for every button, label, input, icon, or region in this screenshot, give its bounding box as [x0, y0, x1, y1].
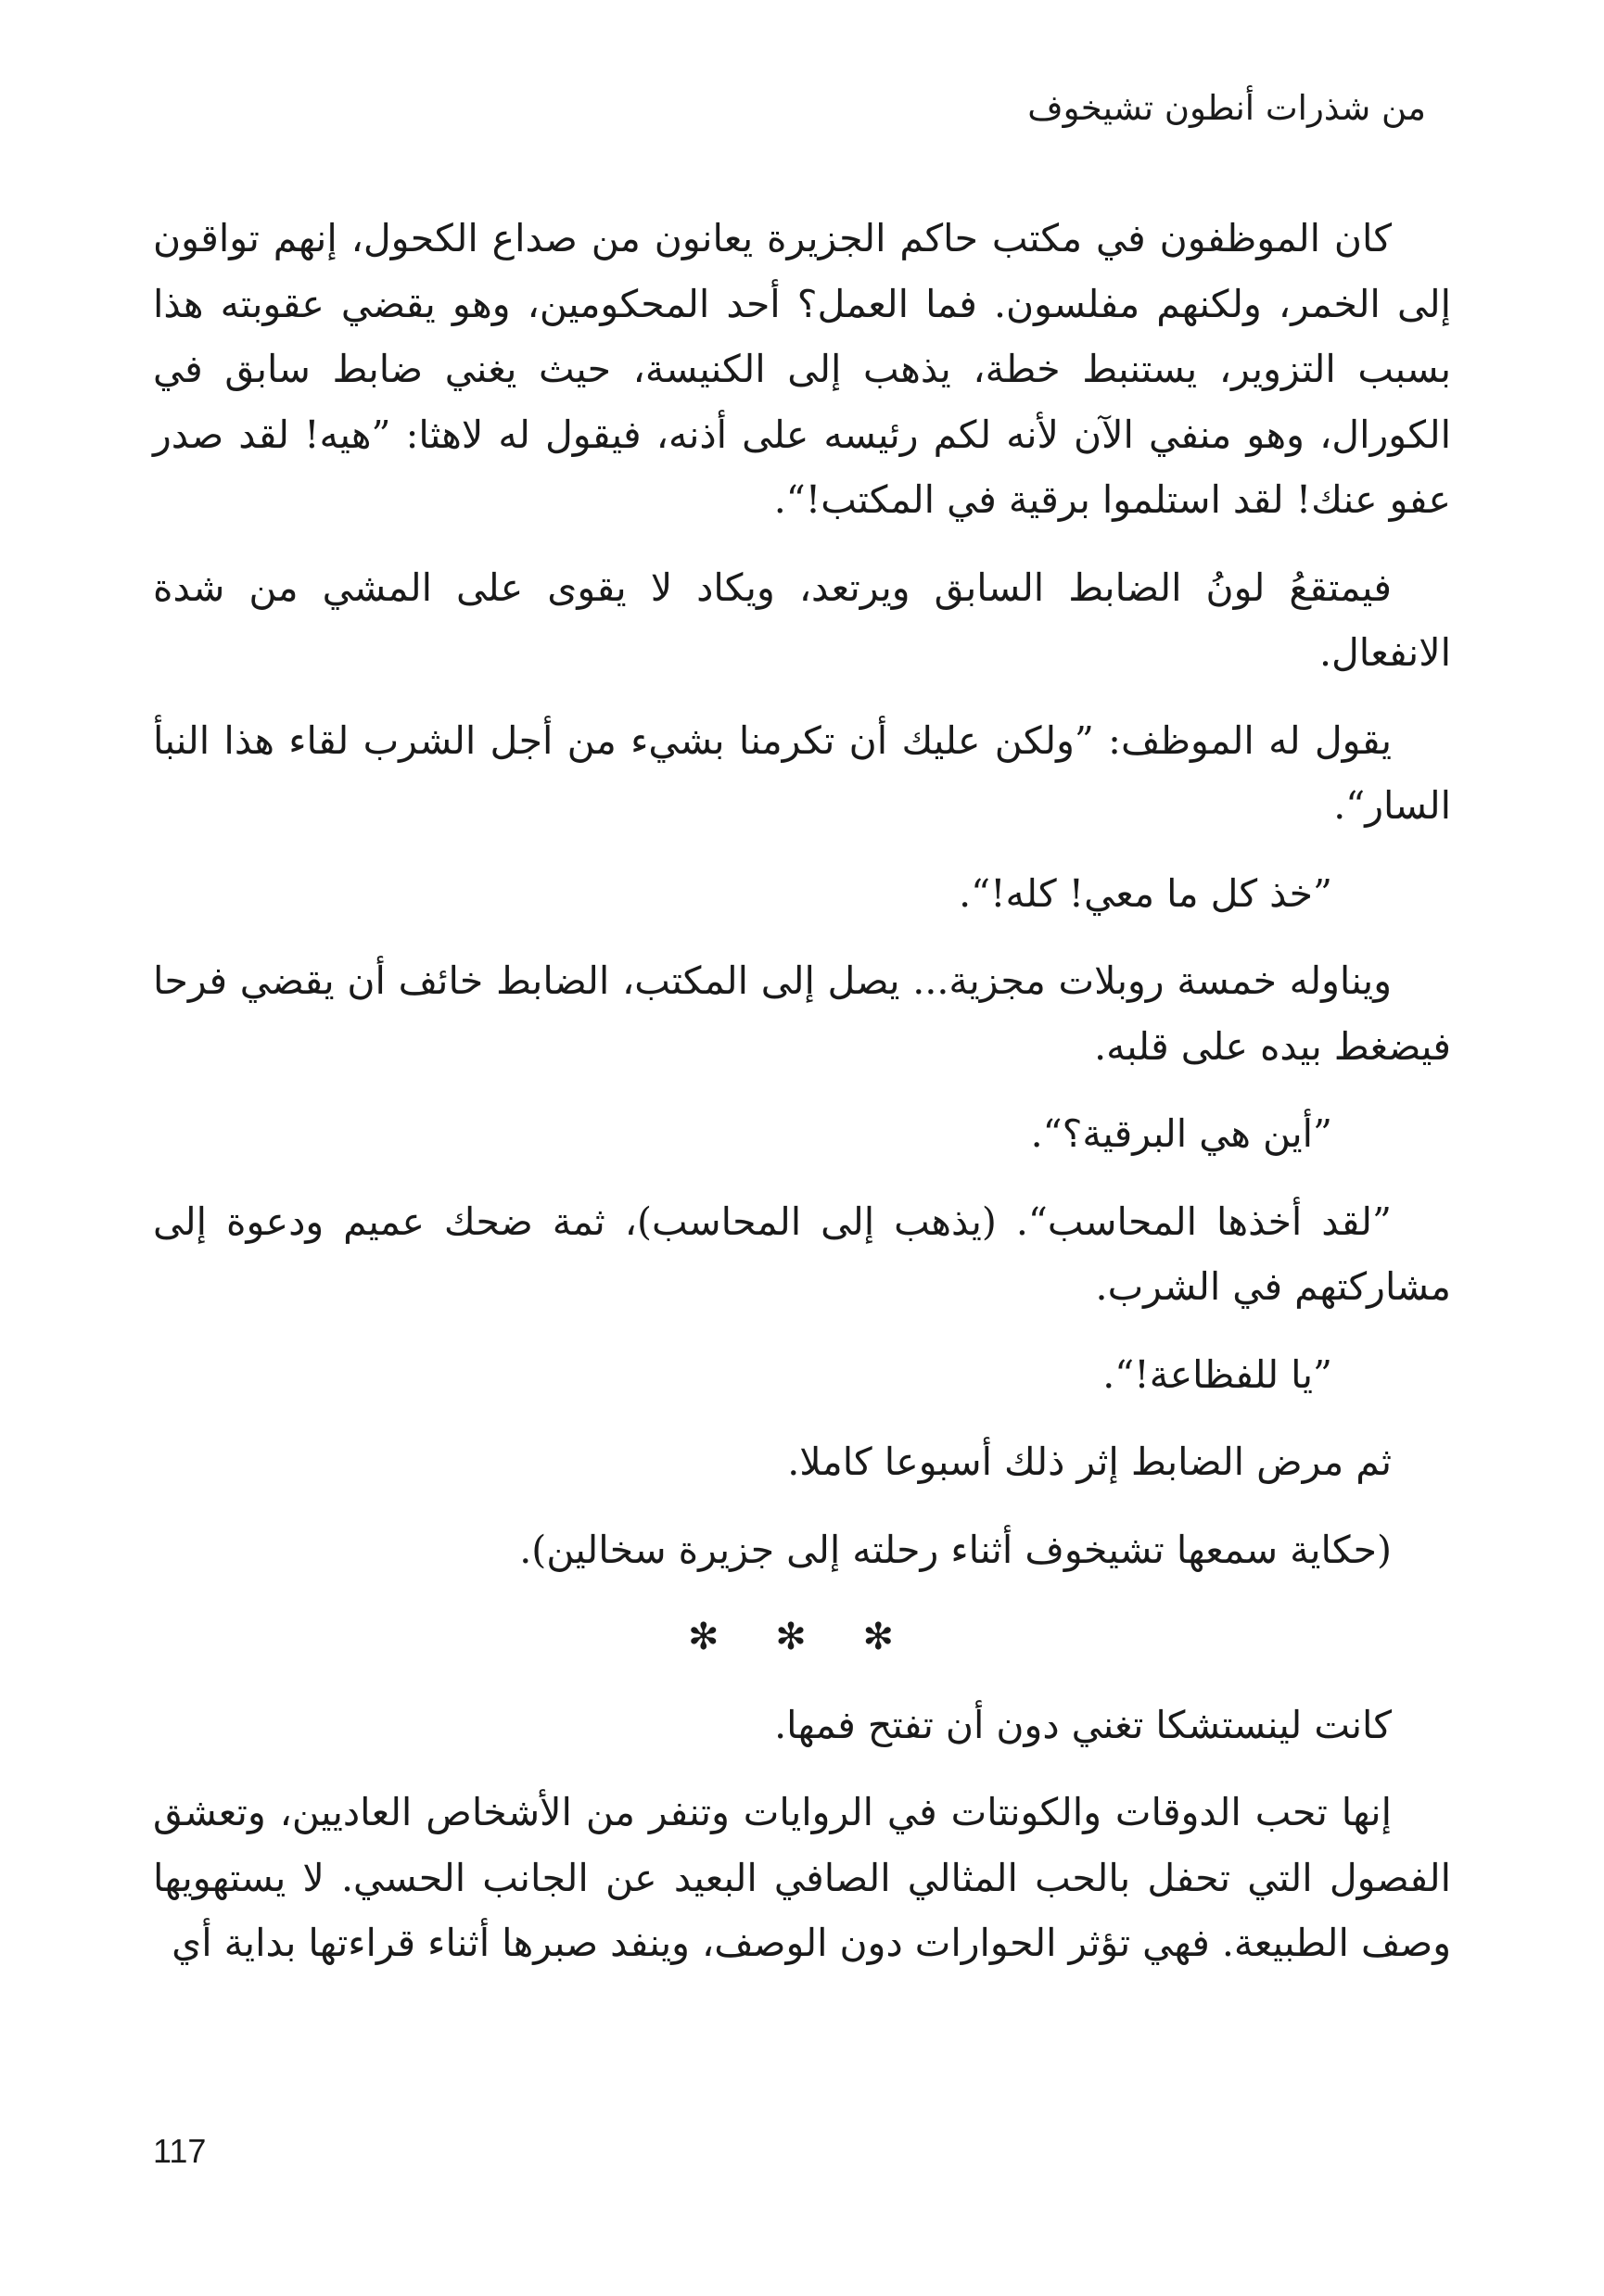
dialogue-line: ”خذ كل ما معي! كله!“. [959, 870, 1332, 916]
paragraph: ”لقد أخذها المحاسب“. (يذهب إلى المحاسب)، ثمة ضحك عميم ودعوة إلى مشاركتهم في الشرب. [153, 1199, 1451, 1309]
paragraph: ويناوله خمسة روبلات مجزية... يصل إلى المكتب، الضابط خائف أن يقضي فرحا فيضغط بيده على قلبه. [153, 958, 1451, 1069]
page-number: 117 [153, 2132, 207, 2170]
paragraph: كانت لينستشكا تغني دون أن تفتح فمها. [774, 1702, 1392, 1747]
running-header: من شذرات أنطون تشيخوف [1027, 88, 1426, 128]
paragraph: فيمتقعُ لونُ الضابط السابق ويرتعد، ويكاد لا يقوى على المشي من شدة الانفعال. [153, 564, 1451, 675]
paragraph: كان الموظفون في مكتب حاكم الجزيرة يعانون من صداع الكحول، إنهم تواقون إلى الخمر، ولكنهم مفلسون. فما العمل؟ أحد المحكومين، وهو يقضي عقوبته هذا بسبب التزوير، يستنبط خطة، يذهب إلى الكنيسة، حيث يغني ضابط سابق في الكورال، وهو منفي الآن لأنه لكم رئيسه على أذنه، فيقول له لاهثا: ”هيه! لقد صدر عفو عنك! لقد استلموا برقية في المكتب!“. [153, 216, 1451, 522]
paragraph: يقول له الموظف: ”ولكن عليك أن تكرمنا بشيء من أجل الشرب لقاء هذا النبأ السار“. [153, 717, 1451, 828]
section-separator: ✻ ✻ ✻ [688, 1616, 916, 1658]
paragraph: إنها تحب الدوقات والكونتات في الروايات وتنفر من الأشخاص العاديين، وتعشق الفصول التي تحفل بالحب المثالي الصافي البعيد عن الجانب الحسي. لا يستهويها وصف الطبيعة. فهي تؤثر الحوارات دون الوصف، وينفد صبرها أثناء قراءتها بداية أي [153, 1790, 1451, 1965]
page-body [153, 206, 1451, 1998]
dialogue-line: ”يا للفظاعة!“. [1102, 1351, 1332, 1397]
dialogue-line: ”أين هي البرقية؟“. [1030, 1111, 1332, 1156]
paragraph: (حكاية سمعها تشيخوف أثناء رحلته إلى جزيرة سخالين). [519, 1527, 1392, 1572]
paragraph: ثم مرض الضابط إثر ذلك أسبوعا كاملا. [787, 1440, 1392, 1484]
